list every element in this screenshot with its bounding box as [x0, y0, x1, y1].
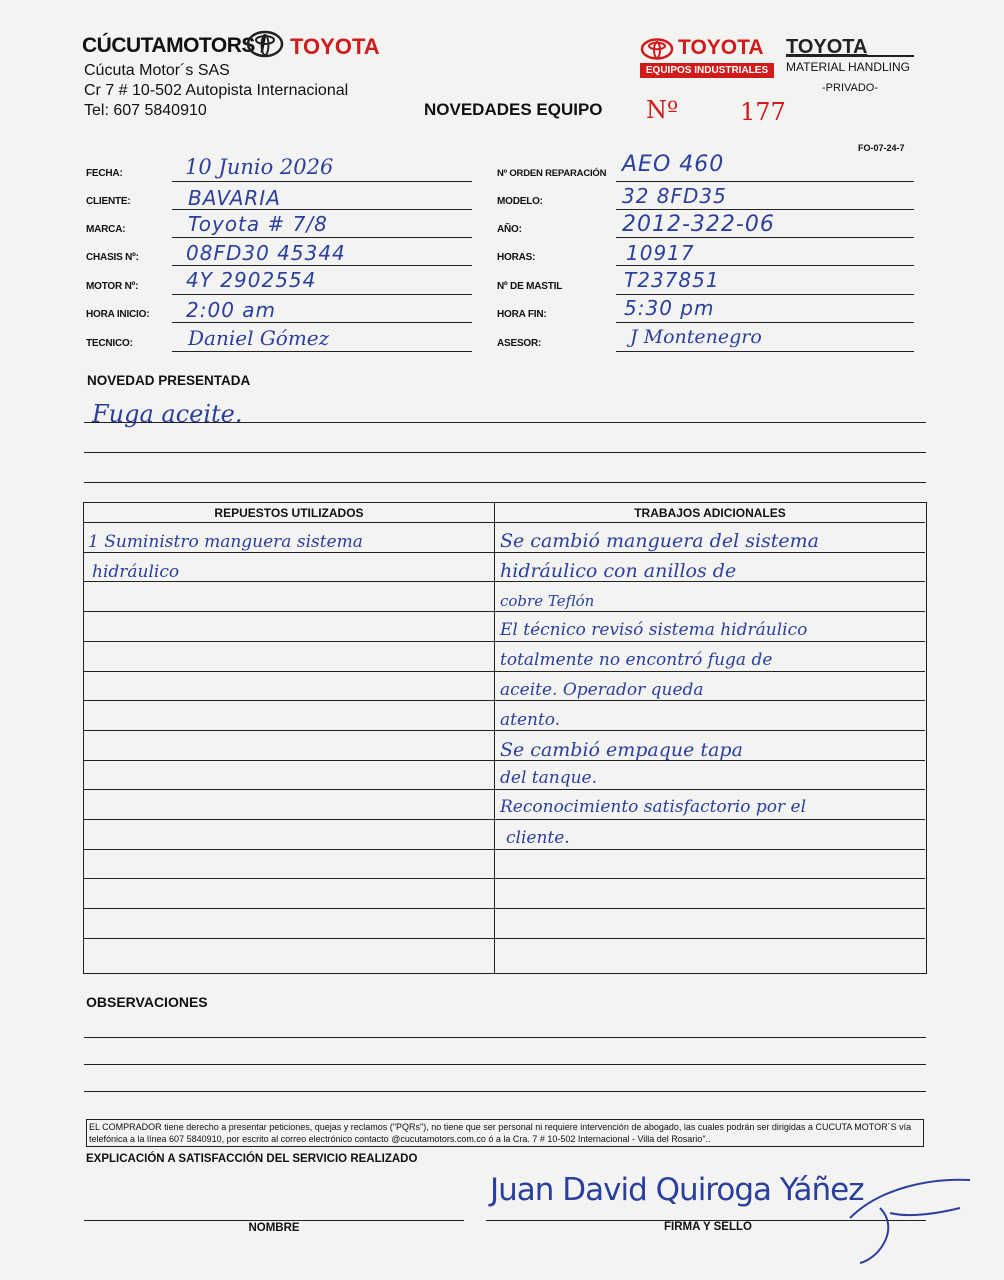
form-number: 177 — [740, 98, 786, 126]
ano-line — [616, 237, 914, 238]
ano-label: AÑO: — [497, 224, 522, 235]
orden-line — [616, 181, 914, 182]
trabajo-line-4: El técnico revisó sistema hidráulico — [500, 620, 808, 640]
hora-fin-value: 5:30 pm — [624, 296, 715, 320]
brand-underline — [786, 55, 914, 57]
table-row-line — [84, 849, 925, 850]
privacy-label: -PRIVADO- — [822, 82, 879, 94]
cliente-value: BAVARIA — [188, 186, 281, 210]
table-row-line — [84, 730, 925, 731]
repuesto-line-1: 1 Suministro manguera sistema — [88, 532, 363, 552]
chasis-line — [172, 265, 472, 266]
fecha-label: FECHA: — [86, 168, 123, 179]
company-name: Cúcuta Motor´s SAS — [84, 62, 230, 79]
trabajo-line-8: Se cambió empaque tapa — [500, 739, 743, 761]
brand-cucutamotors: CÚCUTAMOTORS / — [82, 34, 266, 57]
company-address: Cr 7 # 10-502 Autopista Internacional — [84, 82, 349, 99]
obs-line-1 — [84, 1037, 926, 1038]
modelo-value: 32 8FD35 — [622, 184, 727, 208]
trabajo-line-10: Reconocimiento satisfactorio por el — [500, 797, 807, 817]
trabajo-line-2: hidráulico con anillos de — [500, 560, 737, 582]
signature-flourish — [840, 1168, 990, 1268]
novedad-label: NOVEDAD PRESENTADA — [87, 373, 251, 388]
legal-notice: EL COMPRADOR tiene derecho a presentar peticiones, quejas y reclamos ("PQRs"), no tiene que ser personal ni requiere intervención de abogado, las cuales podrán ser dirigidas a CUCUTA MOTOR´S vía telefónica a la línea 607 5840910, por escrito al correo electrónico contacto @cucutamotors.com.co ó a la Cra. 7 # 10-502 Internacional - Villa del Rosario".. — [86, 1119, 924, 1147]
obs-line-2 — [84, 1064, 926, 1065]
material-handling: MATERIAL HANDLING — [786, 60, 911, 74]
mastil-label: Nº DE MASTIL — [497, 281, 563, 292]
motor-line — [172, 294, 472, 295]
trabajo-line-5: totalmente no encontró fuga de — [500, 650, 773, 670]
motor-value: 4Y 2902554 — [186, 268, 317, 292]
horas-label: HORAS: — [497, 252, 536, 263]
table-row-line — [84, 878, 925, 879]
table-row-line — [84, 789, 925, 790]
motor-label: MOTOR Nº: — [86, 281, 139, 292]
orden-label: Nº ORDEN REPARACIÓN — [497, 168, 607, 179]
modelo-line — [616, 209, 914, 210]
horas-line — [616, 265, 914, 266]
table-row-line — [84, 819, 925, 820]
trabajo-line-9: del tanque. — [500, 768, 597, 788]
number-symbol: Nº — [646, 96, 679, 124]
nombre-line — [84, 1220, 464, 1221]
novedad-line-3 — [84, 482, 926, 483]
table-row-line — [84, 938, 925, 939]
trabajo-line-7: atento. — [500, 710, 561, 730]
form-code: FO-07-24-7 — [858, 143, 905, 153]
asesor-label: ASESOR: — [497, 338, 542, 349]
trabajo-line-1: Se cambió manguera del sistema — [500, 530, 820, 552]
form-title: NOVEDADES EQUIPO — [424, 100, 603, 119]
signature-name: Juan David Quiroga Yáñez — [490, 1172, 864, 1208]
marca-label: MARCA: — [86, 224, 126, 235]
repuesto-line-2: hidráulico — [92, 562, 180, 582]
toyota-logo-icon — [246, 30, 284, 58]
observaciones-label: OBSERVACIONES — [86, 994, 208, 1010]
table-row-line — [84, 641, 925, 642]
chasis-value: 08FD30 45344 — [186, 241, 346, 265]
fecha-line — [172, 181, 472, 182]
nombre-label: NOMBRE — [248, 1222, 300, 1234]
hora-fin-label: HORA FIN: — [497, 309, 547, 320]
toyota-logo-red-icon — [640, 38, 674, 60]
hora-inicio-label: HORA INICIO: — [86, 309, 150, 320]
hora-inicio-line — [172, 322, 472, 323]
equipos-industriales-badge: EQUIPOS INDUSTRIALES — [640, 63, 774, 78]
company-phone: Tel: 607 5840910 — [84, 102, 207, 119]
mastil-value: T237851 — [624, 268, 720, 292]
obs-line-3 — [84, 1091, 926, 1092]
table-row-line — [84, 908, 925, 909]
chasis-label: CHASIS Nº: — [86, 252, 139, 263]
tecnico-label: TECNICO: — [86, 338, 133, 349]
hora-inicio-value: 2:00 am — [186, 298, 277, 322]
table-row-line — [84, 700, 925, 701]
ano-value: 2012-322-06 — [622, 212, 775, 237]
firma-label: FIRMA Y SELLO — [664, 1221, 752, 1233]
novedad-line-1 — [84, 422, 926, 423]
table-row-line — [84, 611, 925, 612]
fecha-value: 10 Junio 2026 — [185, 155, 334, 179]
marca-value: Toyota # 7/8 — [188, 212, 328, 236]
trabajo-line-3: cobre Teflón — [500, 592, 595, 610]
table-divider — [494, 502, 495, 974]
brand-toyota-mh: TOYOTA — [786, 36, 868, 58]
cliente-label: CLIENTE: — [86, 196, 131, 207]
tecnico-line — [172, 351, 472, 352]
orden-value: AEO 460 — [622, 152, 725, 177]
brand-toyota-left: TOYOTA — [290, 34, 380, 59]
trabajo-line-11: cliente. — [506, 828, 570, 848]
explicacion-label: EXPLICACIÓN A SATISFACCIÓN DEL SERVICIO REALIZADO — [86, 1153, 418, 1165]
novedad-value: Fuga aceite. — [92, 400, 243, 428]
repuestos-header: REPUESTOS UTILIZADOS — [214, 506, 364, 520]
trabajo-line-6: aceite. Operador queda — [500, 680, 704, 700]
table-row-line — [84, 552, 925, 553]
table-row-line — [84, 522, 925, 523]
marca-line — [172, 237, 472, 238]
modelo-label: MODELO: — [497, 196, 543, 207]
asesor-value: J Montenegro — [630, 326, 762, 348]
novedad-line-2 — [84, 452, 926, 453]
brand-toyota-right: TOYOTA — [678, 36, 764, 59]
mastil-line — [616, 294, 914, 295]
trabajos-header: TRABAJOS ADICIONALES — [634, 506, 786, 520]
horas-value: 10917 — [626, 241, 695, 265]
hora-fin-line — [616, 322, 914, 323]
table-row-line — [84, 671, 925, 672]
asesor-line — [616, 351, 914, 352]
tecnico-value: Daniel Gómez — [188, 326, 330, 350]
